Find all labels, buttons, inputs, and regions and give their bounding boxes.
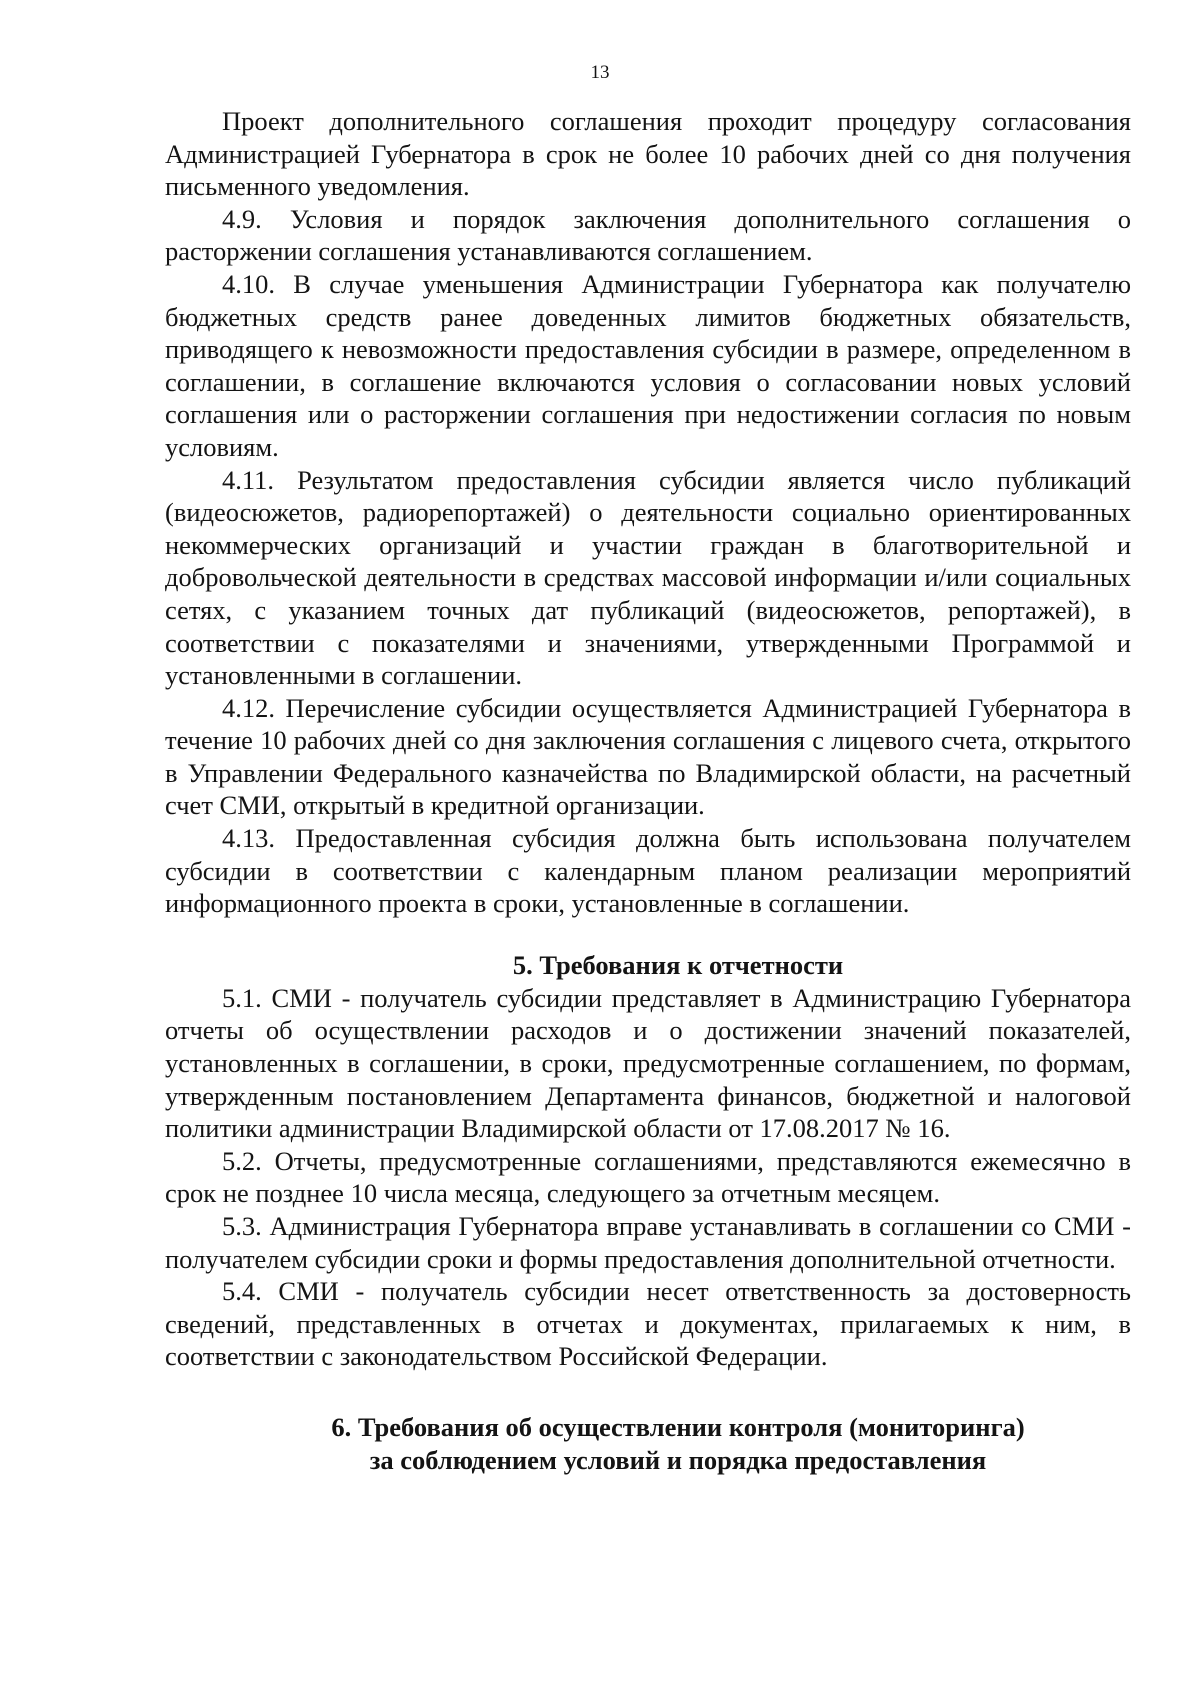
paragraph-5-1: 5.1. СМИ - получатель субсидии представляет в Администрацию Губернатора отчеты об осуществлении расходов и о достижении значений показателей, установленных в соглашении, в сроки, предусмотренные соглашением, по формам, утвержденным постановлением Департамента финансов, бюджетной и налоговой политики администрации Владимирской области от 17.08.2017 № 16. <box>165 982 1131 1144</box>
paragraph-4-9: 4.9. Условия и порядок заключения дополнительного соглашения о расторжении соглашения устанавливаются соглашением. <box>165 203 1131 267</box>
paragraph-5-4: 5.4. СМИ - получатель субсидии несет ответственность за достоверность сведений, представленных в отчетах и документах, прилагаемых к ним, в соответствии с законодательством Российской Федерации. <box>165 1276 1131 1372</box>
section-6-heading-line-2: за соблюдением условий и порядка предоставления <box>369 1444 987 1475</box>
paragraph-4-12: 4.12. Перечисление субсидии осуществляется Администрацией Губернатора в течение 10 рабочих дней со дня заключения соглашения с лицевого счета, открытого в Управлении Федерального казначейства по Владимирской области, на расчетный счет СМИ, открытый в кредитной организации. <box>165 692 1131 821</box>
paragraph-5-3: 5.3. Администрация Губернатора вправе устанавливать в соглашении со СМИ - получателем субсидии сроки и формы предоставления дополнительной отчетности. <box>165 1211 1131 1274</box>
section-6-heading-line-1: 6. Требования об осуществлении контроля (мониторинга) <box>331 1411 1025 1442</box>
paragraph-5-2: 5.2. Отчеты, предусмотренные соглашениями, представляются ежемесячно в срок не позднее 10 числа месяца, следующего за отчетным месяцем. <box>165 1145 1131 1209</box>
paragraph-approval: Проект дополнительного соглашения проходит процедуру согласования Администрацией Губернатора в срок не более 10 рабочих дней со дня получения письменного уведомления. <box>165 106 1131 202</box>
paragraph-4-11: 4.11. Результатом предоставления субсидии является число публикаций (видеосюжетов, радиорепортажей) о деятельности социально ориентированных некоммерческих организаций и участии граждан в благотворительной и добровольческой деятельности в средствах массовой информации и/или социальных сетях, с указанием точных дат публикаций (видеосюжетов, репортажей), в соответствии с показателями и значениями, утвержденными Программой и установленными в соглашении. <box>165 464 1131 691</box>
paragraph-4-13: 4.13. Предоставленная субсидия должна быть использована получателем субсидии в соответствии с календарным планом реализации мероприятий информационного проекта в сроки, установленные в соглашении. <box>165 823 1131 919</box>
page-number: 13 <box>590 62 610 83</box>
paragraph-4-10: 4.10. В случае уменьшения Администрации Губернатора как получателю бюджетных средств ранее доведенных лимитов бюджетных обязательств, приводящего к невозможности предоставления субсидии в размере, определенном в соглашении, в соглашение включаются условия о согласовании новых условий соглашения или о расторжении соглашения при недостижении согласия по новым условиям. <box>165 268 1131 462</box>
section-5-heading: 5. Требования к отчетности <box>512 949 844 980</box>
document-body <box>165 105 1131 1477</box>
section-6-heading <box>165 1411 1131 1477</box>
